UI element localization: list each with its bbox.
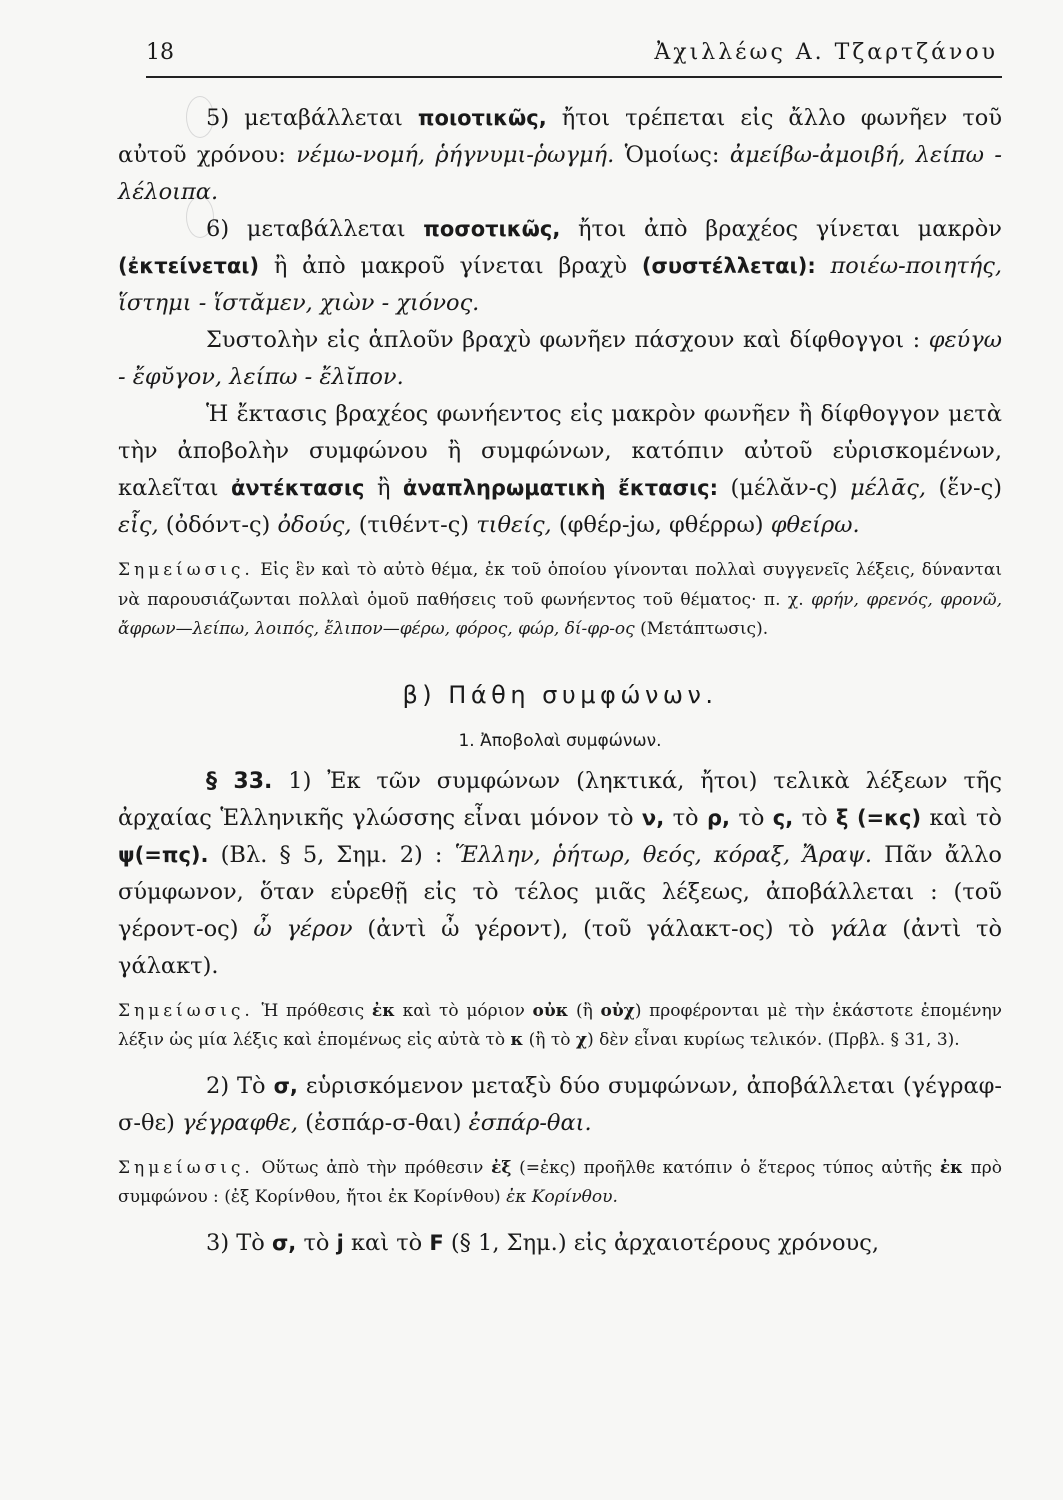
body-text	[118, 100, 1002, 1262]
note-ek-ouk: Σημείωσις. Ἡ πρόθεσις ἐκ καὶ τὸ μόριον οὐκ (ἢ οὐχ) προφέρονται μὲ τὴν ἑκάστοτε ἑπομένην λέξιν ὡς μία λέξις καὶ ἑπομένως εἰς αὐτὰ τὸ κ (ἢ τὸ χ) δὲν εἶναι κυρίως τελικόν. (Πρβλ. § 31, 3).	[118, 1000, 1002, 1050]
page-header	[146, 36, 1002, 78]
paragraph-33-1: § 33. 1) Ἐκ τῶν συμφώνων (ληκτικά, ἤτοι) τελικὰ λέξεων τῆς ἀρχαίας Ἑλληνικῆς γλώσσης εἶναι μόνον τὸ ν, τὸ ρ, τὸ ς, τὸ ξ (=κς) καὶ τὸ ψ(=πς). (Βλ. § 5, Σημ. 2) : Ἕλλην, ῥήτωρ, θεός, κόραξ, Ἄραψ. Πᾶν ἄλλο σύμφωνον, ὅταν εὑρεθῇ εἰς τὸ τέλος μιᾶς λέξεως, ἀποβάλλεται : (τοῦ γέροντ-ος) ὦ γέρον (ἀντὶ ὦ γέροντ), (τοῦ γάλακτ-ος) τὸ γάλα (ἀντὶ τὸ γάλακτ).	[118, 767, 1003, 979]
subsection-title: 1. Ἀποβολαὶ συμφώνων.	[458, 730, 662, 751]
running-title: Ἀχιλλέως Α. Τζαρτζάνου	[654, 40, 998, 65]
section-title: β) Πάθη συμφώνων.	[402, 680, 718, 709]
paragraph-5: 5) μεταβάλλεται ποιοτικῶς, ἤτοι τρέπεται εἰς ἄλλο φωνῆεν τοῦ αὐτοῦ χρόνου: νέμω-νομή, ῥήγνυμι-ῥωγμή. Ὁμοίως: ἀμείβω-ἀμοιβή, λείπω - λέλοιπα.	[118, 105, 1003, 205]
note-ex: Σημείωσις. Οὕτως ἀπὸ τὴν πρόθεσιν ἐξ (=ἐκς) προῆλθε κατόπιν ὁ ἕτερος τύπος αὐτῆς ἐκ πρὸ συμφώνου : (ἐξ Κορίνθου, ἤτοι ἐκ Κορίνθου) ἐκ Κορίνθου.	[118, 1157, 1002, 1207]
paragraph-33-3: 3) Τὸ σ, τὸ j καὶ τὸ F (§ 1, Σημ.) εἰς ἀρχαιοτέρους χρόνους,	[206, 1229, 879, 1256]
paragraph-antektasis: Ἡ ἔκτασις βραχέος φωνήεντος εἰς μακρὸν φωνῆεν ἢ δίφθογγον μετὰ τὴν ἀποβολὴν συμφώνου ἢ συμφώνων, κατόπιν αὐτοῦ εὑρισκομένων, καλεῖται ἀντέκτασις ἢ ἀναπληρωματικὴ ἔκτασις: (μέλᾰν-ς) μέλᾱς, (ἕν-ς) εἷς, (ὀδόντ-ς) ὀδούς, (τιθέντ-ς) τιθείς, (φθέρ-jω, φθέρρω) φθείρω.	[118, 401, 1002, 538]
note-metaptosis: Σημείωσις. Εἰς ἓν καὶ τὸ αὐτὸ θέμα, ἐκ τοῦ ὁποίου γίνονται πολλαὶ συγγενεῖς λέξεις, δύνανται νὰ παρουσιάζωνται πολλαὶ ὁμοῦ παθήσεις τοῦ φωνήεντος τοῦ θέματος· π. χ. φρήν, φρενός, φρονῶ, ἄφρων—λείπω, λοιπός, ἔλιπον—φέρω, φόρος, φώρ, δί-φρ-ος (Μετάπτωσις).	[118, 560, 1002, 639]
page-number: 18	[146, 40, 174, 65]
paragraph-systole: Συστολὴν εἰς ἁπλοῦν βραχὺ φωνῆεν πάσχουν καὶ δίφθογγοι : φεύγω - ἔφῠγον, λείπω - ἔλῐπον.	[118, 327, 1002, 390]
paragraph-33-2: 2) Τὸ σ, εὑρισκόμενον μεταξὺ δύο συμφώνων, ἀποβάλλεται (γέγραφ-σ-θε) γέγραφθε, (ἐσπάρ-σ-θαι) ἐσπάρ-θαι.	[118, 1072, 1003, 1136]
paragraph-6: 6) μεταβάλλεται ποσοτικῶς, ἤτοι ἀπὸ βραχέος γίνεται μακρὸν (ἐκτείνεται) ἢ ἀπὸ μακροῦ γίνεται βραχὺ (συστέλλεται): ποιέω-ποιητής, ἵστημι - ἵστᾰμεν, χιὼν - χιόνος.	[118, 216, 1003, 316]
